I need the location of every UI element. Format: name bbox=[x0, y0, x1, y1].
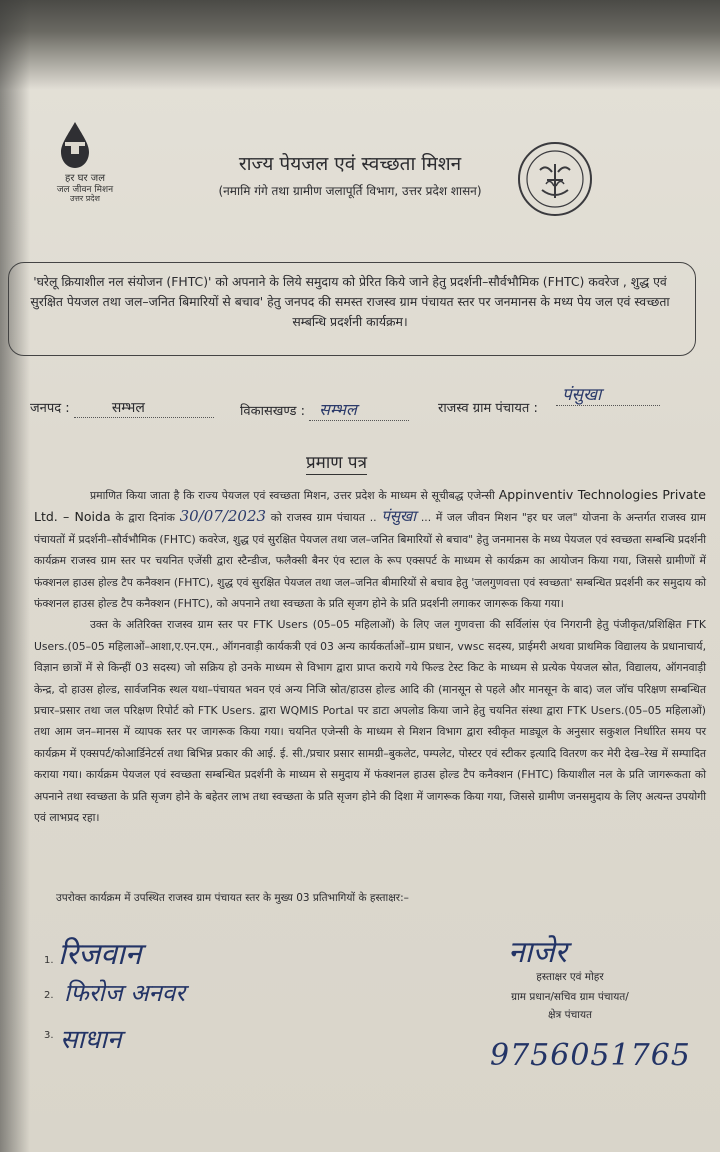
district-field bbox=[30, 398, 214, 418]
block-value: सम्भल bbox=[319, 400, 357, 419]
certificate-title: प्रमाण पत्र bbox=[306, 450, 367, 475]
certificate-body bbox=[34, 484, 706, 829]
participant-signature-2: फिरोज अनवर bbox=[64, 979, 186, 1007]
water-drop-icon bbox=[45, 118, 123, 170]
p1-date-label: के द्वारा दिनांक bbox=[115, 511, 175, 525]
page-subtitle: (नमामि गंगे तथा ग्रामीण जलापूर्ति विभाग, उत्तर प्रदेश शासन) bbox=[218, 184, 482, 198]
logo-text-1: हर घर जल bbox=[65, 173, 105, 184]
p1-panchayat-label: को राजस्व ग्राम पंचायत .. bbox=[270, 511, 377, 525]
panchayat-value-wrap bbox=[556, 382, 660, 406]
village-name: पंसुखा bbox=[381, 507, 417, 526]
phone-number: 9756051765 bbox=[490, 1038, 691, 1073]
district-value: सम्भल bbox=[111, 400, 145, 416]
photo-shadow bbox=[0, 0, 720, 90]
program-description: 'घरेलू क्रियाशील नल संयोजन (FHTC)' को अपनाने के लिये समुदाय को प्रेरित किये जाने हेतु प्रदर्शनी–सौर्वभौमिक (FHTC) कवरेज , शुद्ध एवं सुरक्षित पेयजल तथा जल–जनित बिमारियों से बचाव' हेतु जनपद की समस्त राजस्व ग्राम पंचायत स्तर पर जनमानस के मध्य पेय जल एवं स्वच्छता सम्बन्धि प्रदर्शनी कार्यक्रम। bbox=[30, 274, 670, 329]
authority-signature: नाजेर bbox=[508, 935, 567, 970]
authority-label-1: हस्ताक्षर एवं मोहर bbox=[536, 971, 604, 983]
block-value-line bbox=[309, 398, 409, 421]
district-label: जनपद : bbox=[30, 401, 70, 416]
authority-label-2: ग्राम प्रधान/सचिव ग्राम पंचायत/ bbox=[511, 991, 629, 1003]
paragraph-1 bbox=[34, 484, 706, 614]
participant-signature-3: साधान bbox=[60, 1025, 122, 1055]
panchayat-label: राजस्व ग्राम पंचायत : bbox=[438, 401, 538, 416]
participant-signature-1: रिजवान bbox=[58, 937, 142, 972]
logo-text-3: उत्तर प्रदेश bbox=[70, 194, 100, 203]
signature-number-2: 2. bbox=[44, 990, 54, 1001]
har-ghar-jal-logo bbox=[45, 118, 123, 210]
panchayat-field bbox=[438, 398, 538, 416]
block-field bbox=[240, 398, 409, 421]
logo-text-2: जल जीवन मिशन bbox=[56, 185, 114, 195]
signature-number-3: 3. bbox=[44, 1030, 54, 1041]
block-label: विकासखण्ड : bbox=[240, 404, 306, 419]
photo-shadow-left bbox=[0, 0, 30, 1152]
participants-intro: उपरोक्त कार्यक्रम में उपस्थित राजस्व ग्राम पंचायत स्तर के मुख्य 03 प्रतिभागियों के हस्ताक्षर:– bbox=[56, 892, 409, 904]
event-date: 30/07/2023 bbox=[179, 507, 267, 526]
company-name: Appinventiv Technologies Private Ltd. – Noida bbox=[34, 487, 706, 525]
page-title: राज्य पेयजल एवं स्वच्छता मिशन bbox=[238, 153, 462, 175]
p1-body: ... में जल जीवन मिशन "हर घर जल" योजना के अन्तर्गत राजस्व ग्राम पंचायतों में प्रदर्शनी–सौर्वभौमिक (FHTC) कवरेज, शुद्ध एवं सुरक्षित पेयजल तथा जल–जनित बिमारियों से बचाव" हेतु जनमानस के मध्य पेयजल एवं स्वच्छता सम्बन्धि प्रदर्शनी कार्यक्रम राजस्व ग्राम स्तर पर चयनित एजेंसी द्वारा स्टैन्डीज, फलैक्सी बैनर एंव स्टाल के रूप एक्सपर्ट के माध्यम से कार्यक्रम का आयोजन किया गया, जिससे ग्रामीणों में फंक्शनल हाउस होल्ड टैप कनैक्शन (FHTC), शुद्ध एवं सुरक्षित पेयजल तथा जल–जनित बीमारियों से बचाव हेतु 'जलगुणवत्ता एवं स्वच्छता' सम्बन्धित प्रदर्शनी कर समुदाय को फंक्शनल हाउस होल्ड टैप कनैक्शन (FHTC), को अपनाने तथा स्वच्छता के प्रति सृजग होने के प्रति प्रदर्शनी लगाकर जागरूक किया गया। bbox=[34, 511, 707, 611]
paragraph-2: उक्त के अतिरिक्त राजस्व ग्राम स्तर पर FTK Users (05–05 महिलाओं) के लिए जल गुणवत्ता की सर्विलांस एंव निगरानी हेतु पंजीकृत/प्रशिक्षित FTK Users.(05–05 महिलाओं–आशा,ए.एन.एम., ऑगनवाड़ी कार्यकत्री एवं 03 अन्य कार्यकर्ताओं–ग्राम प्रधान, vwsc सदस्य, प्राईमरी अथवा प्राथमिक विद्यालय के प्रधानाचार्य, विज्ञान छात्रों में से किन्हीं 03 सदस्य) जो सक्रिय हो उनके माध्यम से विभाग द्वारा प्राप्त कराये गये फिल्ड टेस्ट किट के माध्यम से प्रत्येक पेयजल स्रोत, विद्यालय, ऑगनवाड़ी केन्द्र, दो हाउस होल्ड, सार्वजनिक स्थल यथा–पंचायत भवन एवं अन्य निजि स्रोत/हाउस होल्ड आदि की (मानसून से पहले और मानसून के बाद) जल जॉच परिक्षण सम्बन्धित प्रचार–प्रसार तथा जल परिक्षण रिपोर्ट को FTK Users. द्वारा WQMIS Portal पर डाटा अपलोड किया जाने हेतु चयनित संस्था द्वारा FTK Users.(05–05 महिलाओं) तथा आम जन–मानस में व्यापक स्तर पर जागरूक किया गया। चयनित एजेन्सी के माध्यम से मिशन विभाग द्वारा स्वीकृत माड्यूल के अनुसार सकुशल निर्धारित समय पर कार्यक्रम में एक्सपर्ट/कोआर्डिनेटर्स तथा बिभिन्न प्रकार की आई. ई. सी./प्रचार प्रसार सामग्री–बुकलेट, पम्पलेट, पोस्टर एवं स्टीकर इत्यादि वितरण कर मेरी देख–रेख में सम्पादित कराया गया। कार्यक्रम पेयजल एवं स्वच्छता सम्बन्धित प्रदर्शनी के माध्यम से समुदाय में फंक्शनल हाउस होल्ड टैप कनैक्शन (FHTC) कियाशील नल के प्रति जागरूकता को अपनाने तथा स्वच्छता के प्रति सृजग होने के बहेतर लाभ तथा स्वच्छता के प्रति सृजग होने की दिशा में जागरूक किया गया, जिससे ग्रामीण जनसमुदाय के लिए अत्यन्त उपयोगी एवं लाभप्रद रहा। bbox=[34, 618, 706, 825]
panchayat-value-line bbox=[556, 382, 660, 406]
district-value-line bbox=[74, 398, 214, 418]
up-government-emblem bbox=[516, 140, 594, 218]
p1-intro: प्रमाणित किया जाता है कि राज्य पेयजल एवं स्वच्छता मिशन, उत्तर प्रदेश के माध्यम से सूचीबद्ध एजेन्सी bbox=[90, 489, 495, 502]
signature-number-1: 1. bbox=[44, 955, 54, 966]
emblem-icon bbox=[516, 140, 594, 218]
authority-label-3: क्षेत्र पंचायत bbox=[547, 1009, 593, 1021]
panchayat-value: पंसुखा bbox=[562, 385, 602, 405]
